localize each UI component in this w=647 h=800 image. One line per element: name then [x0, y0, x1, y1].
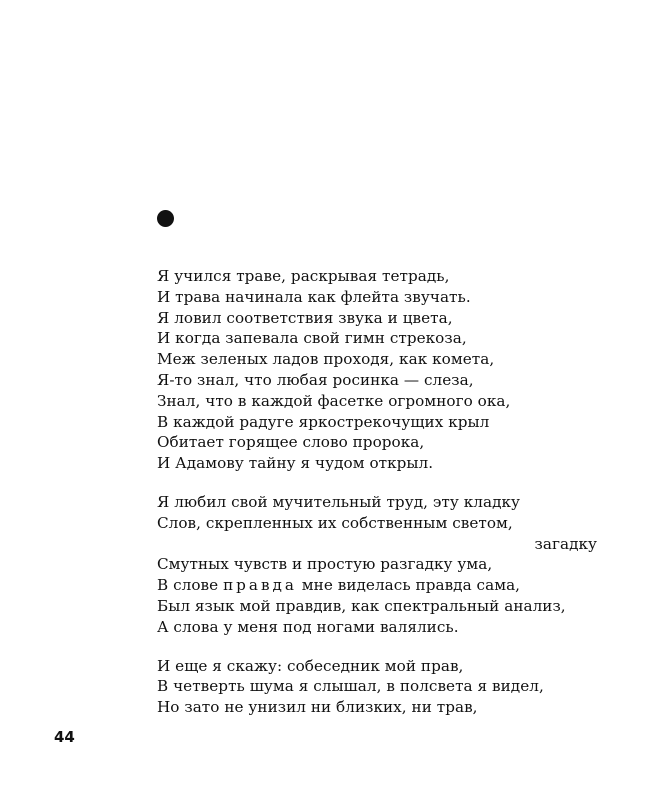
page-number: 44	[54, 728, 75, 746]
stanza-3	[157, 656, 607, 718]
stanza-2	[157, 492, 607, 638]
poem-line: И еще я скажу: собеседник мой прав,	[157, 656, 464, 675]
poem-line: Я учился траве, раскрывая тетрадь,	[157, 267, 450, 285]
poem-line: Слов, скрепленных их собственным светом,	[157, 513, 513, 532]
stanza-1	[157, 266, 607, 474]
poem-line-continuation: загадку	[534, 534, 597, 553]
section-bullet	[157, 210, 174, 227]
poem-line: И когда запевала свой гимн стрекоза,	[157, 329, 467, 348]
poem-line: Обитает горящее слово пророка,	[157, 433, 425, 452]
poem-line: Знал, что в каждой фасетке огромного ока,	[157, 391, 511, 410]
poem-line: И Адамову тайну я чудом открыл.	[157, 454, 434, 473]
poem-line: Был язык мой правдив, как спектральный анализ,	[157, 596, 566, 615]
poem-line-end: мне виделась правда сама,	[296, 576, 521, 595]
poem-line: В каждой радуге яркострекочущих крыл	[157, 412, 490, 431]
poem-line-start: В слове	[157, 576, 224, 595]
poem-line: И трава начинала как флейта звучать.	[157, 287, 471, 306]
poem	[157, 266, 607, 736]
poem-line: Меж зеленых ладов проходя, как комета,	[157, 350, 495, 369]
poem-line: Я-то знал, что любая росинка — слеза,	[157, 370, 474, 389]
poem-line: В четверть шума я слышал, в полсвета я видел,	[157, 677, 544, 696]
spaced-word: правда	[223, 576, 297, 595]
poem-line: А слова у меня под ногами валялись.	[157, 617, 459, 636]
poem-line: Но зато не унизил ни близких, ни трав,	[157, 698, 478, 717]
poem-line	[157, 575, 607, 596]
poem-line: Смутных чувств и простую разгадку ума,	[157, 555, 493, 574]
poem-line: Я любил свой мучительный труд, эту кладку	[157, 492, 520, 511]
poem-line: Я ловил соответствия звука и цвета,	[157, 308, 453, 327]
